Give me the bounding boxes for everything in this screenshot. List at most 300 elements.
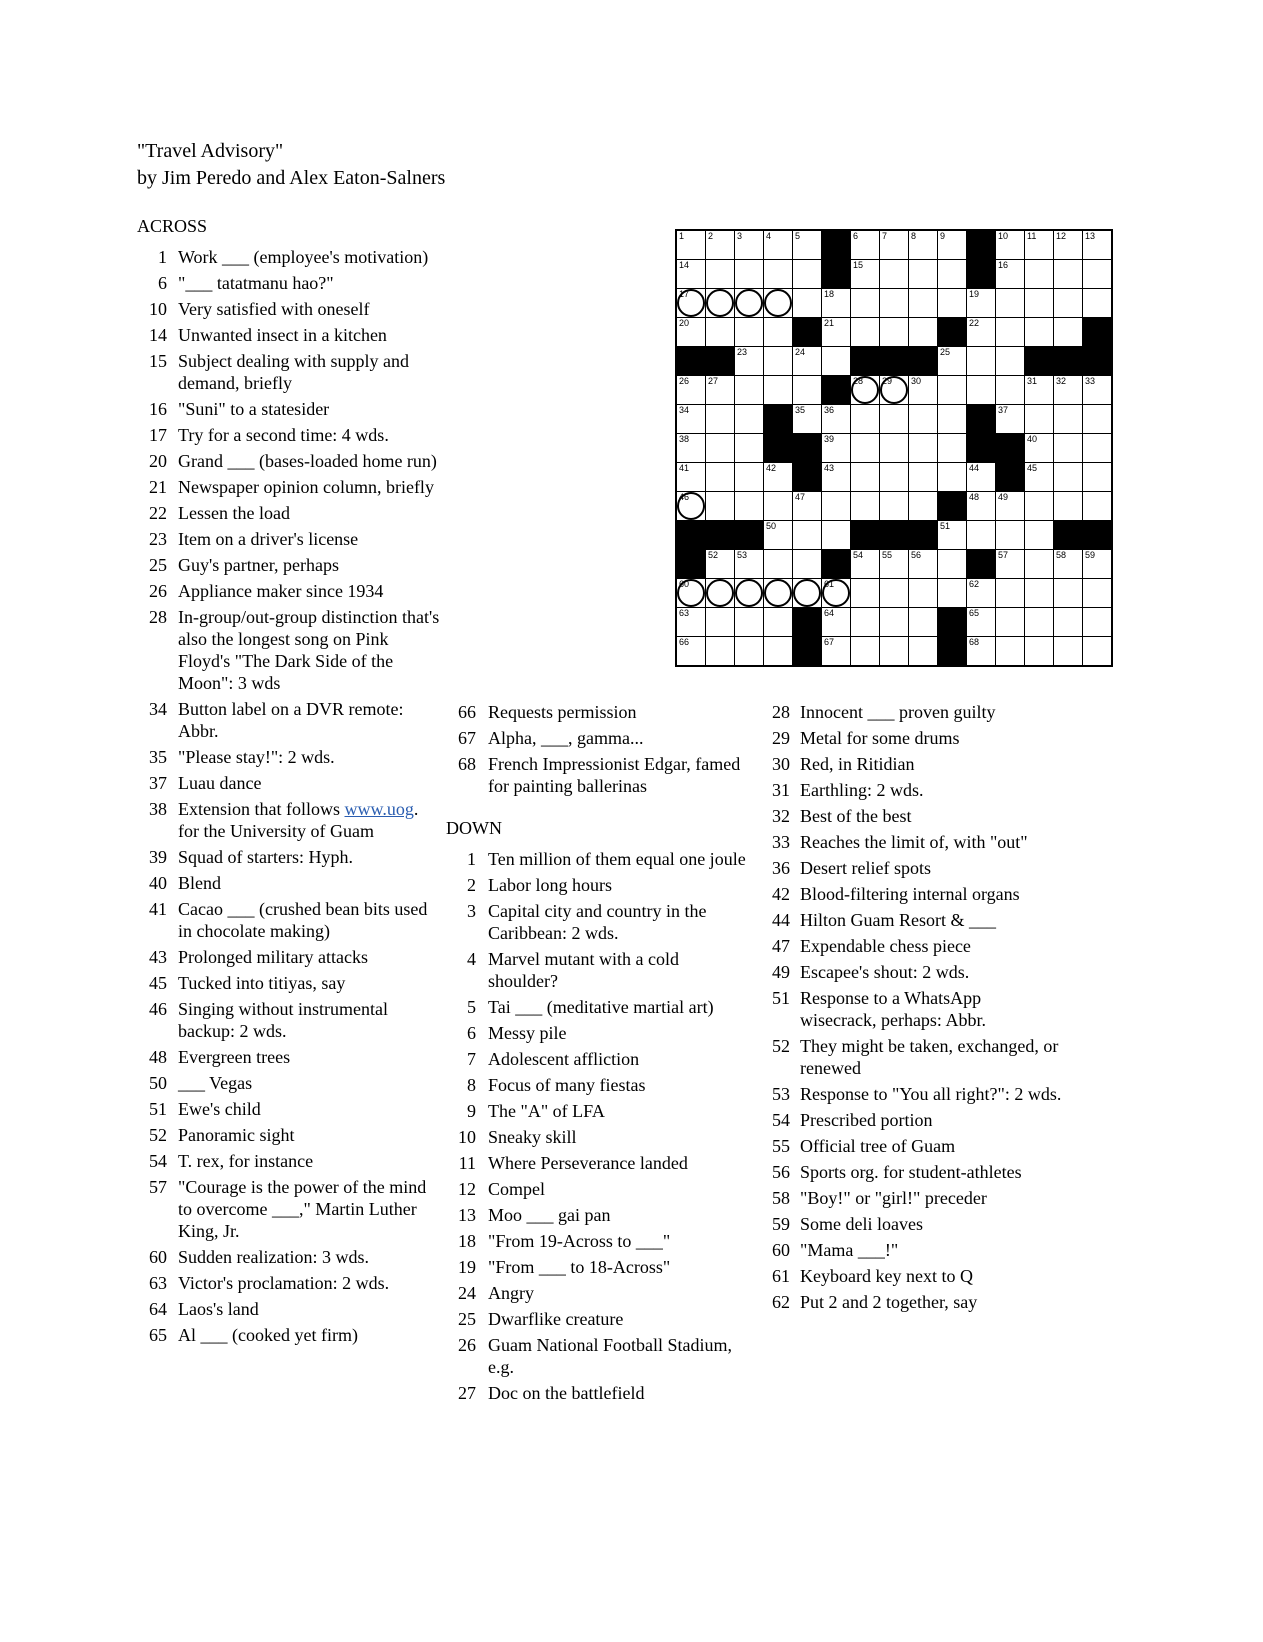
grid-cell[interactable] [1083,492,1111,520]
circled-grid-cell[interactable] [735,289,763,317]
grid-cell[interactable] [1054,434,1082,462]
clue-text: They might be taken, exchanged, or renewed [800,1036,1059,1078]
grid-cell[interactable] [1025,521,1053,549]
grid-cell[interactable] [1054,405,1082,433]
grid-cell[interactable] [909,434,937,462]
clue-number: 6 [467,1023,476,1043]
grid-cell[interactable] [822,463,850,491]
clue-text-main: Panoramic sight [178,1125,295,1145]
grid-cell[interactable] [1054,579,1082,607]
clue-text [178,554,443,576]
circled-grid-cell[interactable] [793,579,821,607]
grid-cell[interactable] [909,579,937,607]
grid-cell[interactable] [1025,463,1053,491]
grid-cell[interactable] [996,608,1024,636]
clue-row [446,1204,750,1226]
cell-number: 67 [824,637,835,647]
clue-text: Sneaky skill [488,1127,577,1147]
grid-cell[interactable] [764,231,792,259]
grid-cell[interactable] [967,608,995,636]
grid-cell[interactable] [677,260,705,288]
grid-cell[interactable] [967,579,995,607]
clue-text [178,846,443,868]
grid-cell[interactable] [706,608,734,636]
puzzle-title: "Travel Advisory" [137,140,284,162]
grid-cell[interactable] [851,463,879,491]
black-cell [822,376,850,404]
grid-cell[interactable] [1083,260,1111,288]
grid-cell[interactable] [909,260,937,288]
clue-text-main: Laos's land [178,1299,259,1319]
grid-cell[interactable] [938,434,966,462]
grid-cell[interactable] [822,434,850,462]
grid-cell[interactable] [1025,231,1053,259]
uog-link[interactable]: www.uog [344,799,414,819]
clue-row [760,727,1062,749]
clue-text: Capital city and country in the Caribbean: 2 wds. [488,901,707,943]
clue-row [137,324,443,346]
clue-number: 53 [772,1084,790,1104]
clue-text-main: ___ Vegas [178,1073,253,1093]
circled-grid-cell[interactable] [880,376,908,404]
clue-row [137,1124,443,1146]
grid-cell[interactable] [909,318,937,346]
clue-text: Blood-filtering internal organs [800,884,1020,904]
clue-text-main: "Suni" to a statesider [178,399,330,419]
grid-cell[interactable] [677,231,705,259]
grid-cell[interactable] [851,579,879,607]
grid-cell[interactable] [706,376,734,404]
grid-cell[interactable] [967,521,995,549]
grid-cell[interactable] [851,231,879,259]
grid-cell[interactable] [735,260,763,288]
clue-text: "Boy!" or "girl!" preceder [800,1188,987,1208]
clue-text-main: Singing without instrumental backup: 2 wds. [178,999,388,1041]
clue-row [137,606,443,694]
cell-number: 45 [1027,463,1038,473]
cell-number: 60 [679,579,690,589]
grid-cell[interactable] [1025,376,1053,404]
clue-text [178,1246,443,1268]
grid-cell[interactable] [735,492,763,520]
grid-cell[interactable] [793,347,821,375]
grid-cell[interactable] [1025,550,1053,578]
grid-cell[interactable] [1054,260,1082,288]
grid-cell[interactable] [764,550,792,578]
clue-number: 36 [772,858,790,878]
grid-cell[interactable] [938,463,966,491]
grid-cell[interactable] [1025,260,1053,288]
cell-number: 15 [853,260,864,270]
grid-cell[interactable] [1083,231,1111,259]
grid-cell[interactable] [1083,608,1111,636]
grid-cell[interactable] [735,318,763,346]
clue-row [137,1046,443,1068]
black-cell [909,347,937,375]
grid-cell[interactable] [880,579,908,607]
grid-cell[interactable] [1054,492,1082,520]
grid-cell[interactable] [909,463,937,491]
grid-cell[interactable] [996,579,1024,607]
grid-cell[interactable] [967,318,995,346]
grid-cell[interactable] [764,260,792,288]
grid-cell[interactable] [1025,637,1053,665]
circled-grid-cell[interactable] [677,492,705,520]
grid-cell[interactable] [851,608,879,636]
grid-cell[interactable] [822,289,850,317]
clue-row [446,948,750,992]
grid-cell[interactable] [735,347,763,375]
grid-cell[interactable] [706,637,734,665]
grid-cell[interactable] [851,405,879,433]
grid-cell[interactable] [677,463,705,491]
grid-cell[interactable] [996,637,1024,665]
grid-cell[interactable] [996,318,1024,346]
clue-number: 47 [772,936,790,956]
grid-cell[interactable] [735,434,763,462]
clue-number: 52 [149,1125,167,1145]
clue-text-main: Extension that follows [178,799,345,819]
clue-row [760,1213,1062,1235]
clue-text: Messy pile [488,1023,567,1043]
clue-row [137,424,443,446]
grid-cell[interactable] [793,521,821,549]
clue-number: 8 [467,1075,476,1095]
clue-row [137,1298,443,1320]
grid-cell[interactable] [996,550,1024,578]
clue-number: 48 [149,1047,167,1067]
grid-cell[interactable] [938,289,966,317]
grid-cell[interactable] [822,347,850,375]
grid-cell[interactable] [822,521,850,549]
cell-number: 8 [911,231,917,241]
grid-cell[interactable] [1054,608,1082,636]
cell-number: 36 [824,405,835,415]
grid-cell[interactable] [909,492,937,520]
grid-cell[interactable] [1083,289,1111,317]
grid-cell[interactable] [909,637,937,665]
grid-cell[interactable] [996,260,1024,288]
grid-cell[interactable] [909,231,937,259]
grid-cell[interactable] [735,550,763,578]
grid-cell[interactable] [706,434,734,462]
cell-number: 28 [853,376,864,386]
circled-grid-cell[interactable] [677,579,705,607]
clue-text: Official tree of Guam [800,1136,956,1156]
grid-cell[interactable] [880,318,908,346]
clue-row [760,909,1062,931]
clue-row [137,476,443,498]
grid-cell[interactable] [851,550,879,578]
grid-cell[interactable] [764,521,792,549]
circled-grid-cell[interactable] [764,579,792,607]
clue-text: Response to "You all right?": 2 wds. [800,1084,1062,1104]
grid-cell[interactable] [1083,550,1111,578]
clue-row [446,1256,750,1278]
cell-number: 47 [795,492,806,502]
grid-cell[interactable] [938,231,966,259]
clue-text [178,1098,443,1120]
grid-cell[interactable] [880,550,908,578]
black-cell [822,260,850,288]
clue-text: Red, in Ritidian [800,754,915,774]
grid-cell[interactable] [1025,608,1053,636]
clue-text: Angry [488,1283,534,1303]
clue-number: 56 [772,1162,790,1182]
grid-cell[interactable] [793,231,821,259]
clue-text-main: Subject dealing with supply and demand, briefly [178,351,409,393]
clue-row [760,831,1062,853]
grid-cell[interactable] [735,231,763,259]
grid-cell[interactable] [1025,289,1053,317]
grid-cell[interactable] [735,608,763,636]
clue-number: 20 [149,451,167,471]
grid-cell[interactable] [967,463,995,491]
clue-text [178,324,443,346]
grid-cell[interactable] [880,492,908,520]
grid-cell[interactable] [880,260,908,288]
grid-cell[interactable] [793,260,821,288]
grid-cell[interactable] [996,376,1024,404]
grid-cell[interactable] [1083,579,1111,607]
grid-cell[interactable] [1025,579,1053,607]
grid-cell[interactable] [1083,405,1111,433]
clue-text [178,246,443,268]
cell-number: 10 [998,231,1009,241]
grid-cell[interactable] [677,318,705,346]
cell-number: 54 [853,550,864,560]
clue-text-main: Luau dance [178,773,262,793]
grid-cell[interactable] [851,492,879,520]
clue-row [446,1282,750,1304]
cell-number: 50 [766,521,777,531]
grid-cell[interactable] [851,434,879,462]
grid-cell[interactable] [793,289,821,317]
circled-grid-cell[interactable] [706,289,734,317]
grid-cell[interactable] [967,376,995,404]
grid-cell[interactable] [677,405,705,433]
clue-text-main: Item on a driver's license [178,529,359,549]
grid-cell[interactable] [706,492,734,520]
grid-cell[interactable] [1054,231,1082,259]
circled-grid-cell[interactable] [677,289,705,317]
grid-cell[interactable] [938,405,966,433]
grid-cell[interactable] [1025,405,1053,433]
clue-row [446,848,750,870]
black-cell [938,608,966,636]
grid-cell[interactable] [764,463,792,491]
grid-cell[interactable] [967,637,995,665]
clue-text: French Impressionist Edgar, famed for painting ballerinas [488,754,741,796]
grid-cell[interactable] [938,260,966,288]
clue-text: Keyboard key next to Q [800,1266,973,1286]
grid-cell[interactable] [996,492,1024,520]
clue-row [760,1083,1062,1105]
grid-cell[interactable] [1054,289,1082,317]
grid-cell[interactable] [1025,492,1053,520]
clue-text: Focus of many fiestas [488,1075,646,1095]
clue-row [446,701,750,723]
clue-row [137,1246,443,1268]
grid-cell[interactable] [706,463,734,491]
grid-cell[interactable] [735,376,763,404]
grid-cell[interactable] [851,318,879,346]
grid-cell[interactable] [851,260,879,288]
clue-row [446,1152,750,1174]
grid-cell[interactable] [938,579,966,607]
cell-number: 64 [824,608,835,618]
clue-row [446,1022,750,1044]
clue-number: 43 [149,947,167,967]
clue-text: Some deli loaves [800,1214,923,1234]
grid-cell[interactable] [793,405,821,433]
clue-row [446,1126,750,1148]
grid-cell[interactable] [793,376,821,404]
clue-number: 13 [458,1205,476,1225]
grid-cell[interactable] [938,550,966,578]
across-clues-column [137,215,443,1350]
grid-cell[interactable] [909,405,937,433]
grid-cell[interactable] [706,231,734,259]
grid-cell[interactable] [996,405,1024,433]
grid-cell[interactable] [706,550,734,578]
grid-cell[interactable] [851,637,879,665]
clue-number: 14 [149,325,167,345]
grid-cell[interactable] [706,318,734,346]
grid-cell[interactable] [880,434,908,462]
grid-cell[interactable] [880,405,908,433]
grid-cell[interactable] [967,492,995,520]
grid-cell[interactable] [909,550,937,578]
clue-row [446,753,750,797]
grid-cell[interactable] [706,260,734,288]
grid-cell[interactable] [735,637,763,665]
circled-grid-cell[interactable] [851,376,879,404]
clue-number: 27 [458,1383,476,1403]
circled-grid-cell[interactable] [764,289,792,317]
grid-cell[interactable] [1054,318,1082,346]
clue-text: Response to a WhatsApp wisecrack, perhaps: Abbr. [800,988,986,1030]
grid-cell[interactable] [909,289,937,317]
cell-number: 55 [882,550,893,560]
clue-text: Prescribed portion [800,1110,933,1130]
grid-cell[interactable] [938,521,966,549]
clue-text-main: Lessen the load [178,503,290,523]
grid-cell[interactable] [1054,637,1082,665]
grid-cell[interactable] [1025,318,1053,346]
grid-cell[interactable] [822,405,850,433]
grid-cell[interactable] [880,637,908,665]
clue-row [760,1291,1062,1313]
clue-number: 35 [149,747,167,767]
grid-cell[interactable] [677,376,705,404]
grid-cell[interactable] [764,608,792,636]
grid-cell[interactable] [1054,550,1082,578]
grid-cell[interactable] [938,376,966,404]
grid-cell[interactable] [1083,376,1111,404]
grid-cell[interactable] [909,608,937,636]
grid-cell[interactable] [822,608,850,636]
grid-cell[interactable] [822,492,850,520]
grid-cell[interactable] [677,608,705,636]
clue-row [137,502,443,524]
grid-cell[interactable] [793,550,821,578]
grid-cell[interactable] [706,405,734,433]
cell-number: 2 [708,231,714,241]
grid-cell[interactable] [677,637,705,665]
grid-cell[interactable] [735,405,763,433]
grid-cell[interactable] [880,608,908,636]
grid-cell[interactable] [967,289,995,317]
grid-cell[interactable] [677,434,705,462]
clue-row [137,946,443,968]
grid-cell[interactable] [1054,376,1082,404]
grid-cell[interactable] [880,231,908,259]
circled-grid-cell[interactable] [822,579,850,607]
grid-cell[interactable] [764,492,792,520]
cell-number: 62 [969,579,980,589]
clue-text [178,1046,443,1068]
grid-cell[interactable] [1083,637,1111,665]
grid-cell[interactable] [996,289,1024,317]
grid-cell[interactable] [822,318,850,346]
clue-text: Alpha, ___, gamma... [488,728,644,748]
clue-text [178,1150,443,1172]
clue-text-main: Prolonged military attacks [178,947,368,967]
grid-cell[interactable] [880,463,908,491]
grid-cell[interactable] [1083,434,1111,462]
grid-cell[interactable] [1054,463,1082,491]
grid-cell[interactable] [996,521,1024,549]
clue-number: 54 [149,1151,167,1171]
grid-cell[interactable] [1025,434,1053,462]
clue-number: 19 [458,1257,476,1277]
grid-cell[interactable] [909,376,937,404]
cell-number: 21 [824,318,835,328]
black-cell [677,550,705,578]
cell-number: 13 [1085,231,1096,241]
circled-grid-cell[interactable] [735,579,763,607]
grid-cell[interactable] [880,289,908,317]
grid-cell[interactable] [967,347,995,375]
cell-number: 24 [795,347,806,357]
black-cell [822,550,850,578]
clue-number: 44 [772,910,790,930]
title-block [137,138,445,192]
clue-text: The "A" of LFA [488,1101,605,1121]
grid-cell[interactable] [938,347,966,375]
grid-cell[interactable] [996,231,1024,259]
clue-text [178,798,443,842]
clue-number: 41 [149,899,167,919]
grid-cell[interactable] [996,347,1024,375]
clue-row [446,727,750,749]
grid-cell[interactable] [851,289,879,317]
clue-number: 11 [458,1153,476,1173]
clue-row [446,874,750,896]
circled-grid-cell[interactable] [706,579,734,607]
grid-cell[interactable] [764,318,792,346]
grid-cell[interactable] [764,347,792,375]
black-cell [851,347,879,375]
grid-cell[interactable] [764,637,792,665]
grid-cell[interactable] [1083,463,1111,491]
grid-cell[interactable] [764,376,792,404]
grid-cell[interactable] [735,463,763,491]
grid-cell[interactable] [822,637,850,665]
cell-number: 11 [1027,231,1037,241]
grid-cell[interactable] [793,492,821,520]
